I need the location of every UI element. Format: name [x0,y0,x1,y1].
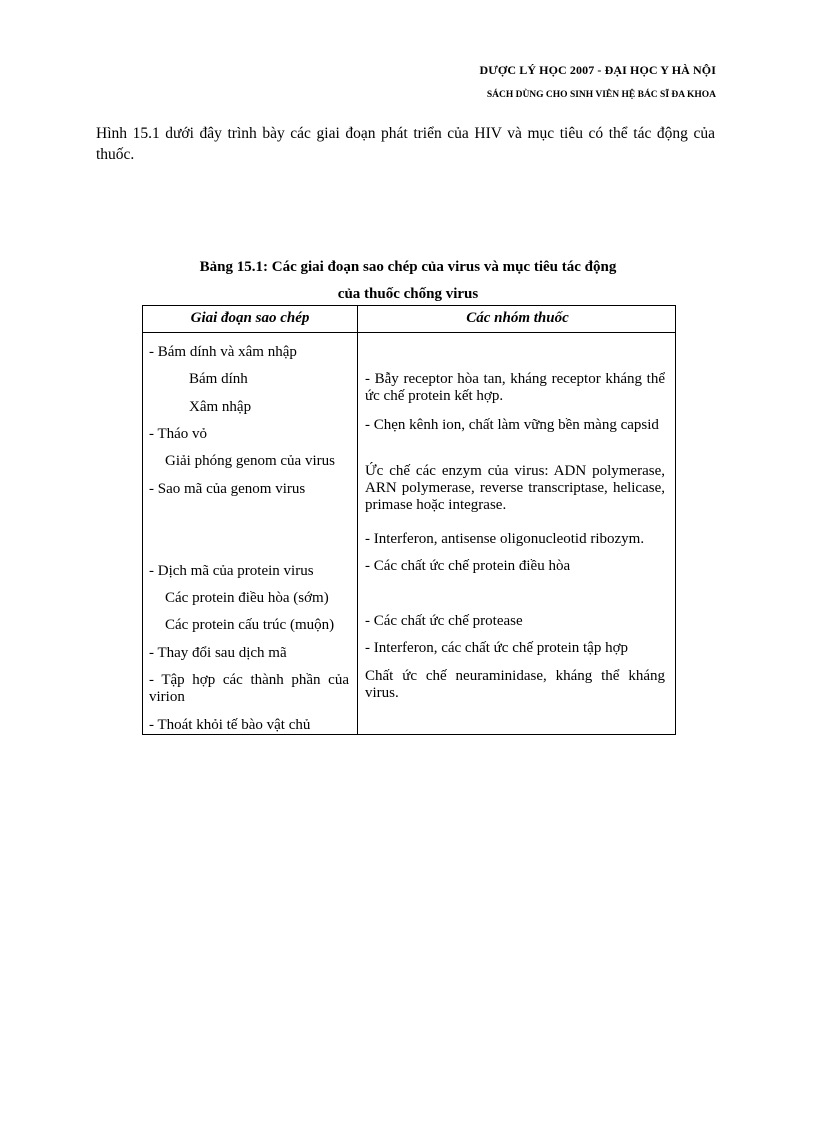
drug-group-item: - Chẹn kênh ion, chất làm vững bền màng capsid [365,417,659,433]
stage-item: - Thay đổi sau dịch mã [149,645,287,661]
drug-group-item: Chất ức chế neuraminidase, kháng thể kháng virus. [365,668,665,701]
table-caption-line1 [100,259,716,276]
drug-group-item: - Interferon, các chất ức chế protein tập hợp [365,640,629,656]
drug-group-item: - Các chất ức chế protein điều hòa [365,558,571,574]
stage-item: Các protein điều hòa (sớm) [165,590,329,606]
intro-paragraph: Hình 15.1 dưới đây trình bày các giai đoạn phát triển của HIV và mục tiêu có thể tác động của thuốc. [96,125,715,163]
stage-item: Giải phóng genom của virus [165,453,335,469]
stage-item: - Tháo vỏ [149,426,208,442]
stage-item: - Bám dính và xâm nhập [149,344,297,360]
stage-item: Xâm nhập [189,399,252,415]
drug-group-item: - Bẫy receptor hòa tan, kháng receptor kháng thể ức chế protein kết hợp. [365,371,665,404]
table-caption-line2: của thuốc chống virus [337,286,479,302]
running-header-title: DƯỢC LÝ HỌC 2007 - ĐẠI HỌC Y HÀ NỘI [479,63,716,77]
stage-item: - Sao mã của genom virus [149,481,306,497]
column-header-stage: Giai đoạn sao chép [190,310,310,326]
drug-group-item: - Các chất ức chế protease [365,613,523,629]
drug-group-item: Ức chế các enzym của virus: ADN polymerase, ARN polymerase, reverse transcriptase, helicase, primase hoặc integrase. [365,463,665,513]
table-caption-prefix: Bảng 15.1: [199,259,268,275]
drug-group-item: - Interferon, antisense oligonucleotid ribozym. [365,531,645,547]
stage-item: - Tập hợp các thành phần của virion [149,672,349,705]
table-header-row [143,306,675,333]
table-caption-text: Các giai đoạn sao chép của virus và mục tiêu tác động [267,259,617,275]
stage-item: - Dịch mã của protein virus [149,563,314,579]
stage-item: Bám dính [189,371,248,387]
stage-item: - Thoát khỏi tế bào vật chủ [149,717,311,733]
column-header-drugs: Các nhóm thuốc [466,310,569,326]
stage-item: Các protein cấu trúc (muộn) [165,617,335,633]
replication-stages-table [142,305,676,735]
running-header-subtitle: SÁCH DÙNG CHO SINH VIÊN HỆ BÁC SĨ ĐA KHOA [486,90,716,100]
column-divider [357,306,358,734]
